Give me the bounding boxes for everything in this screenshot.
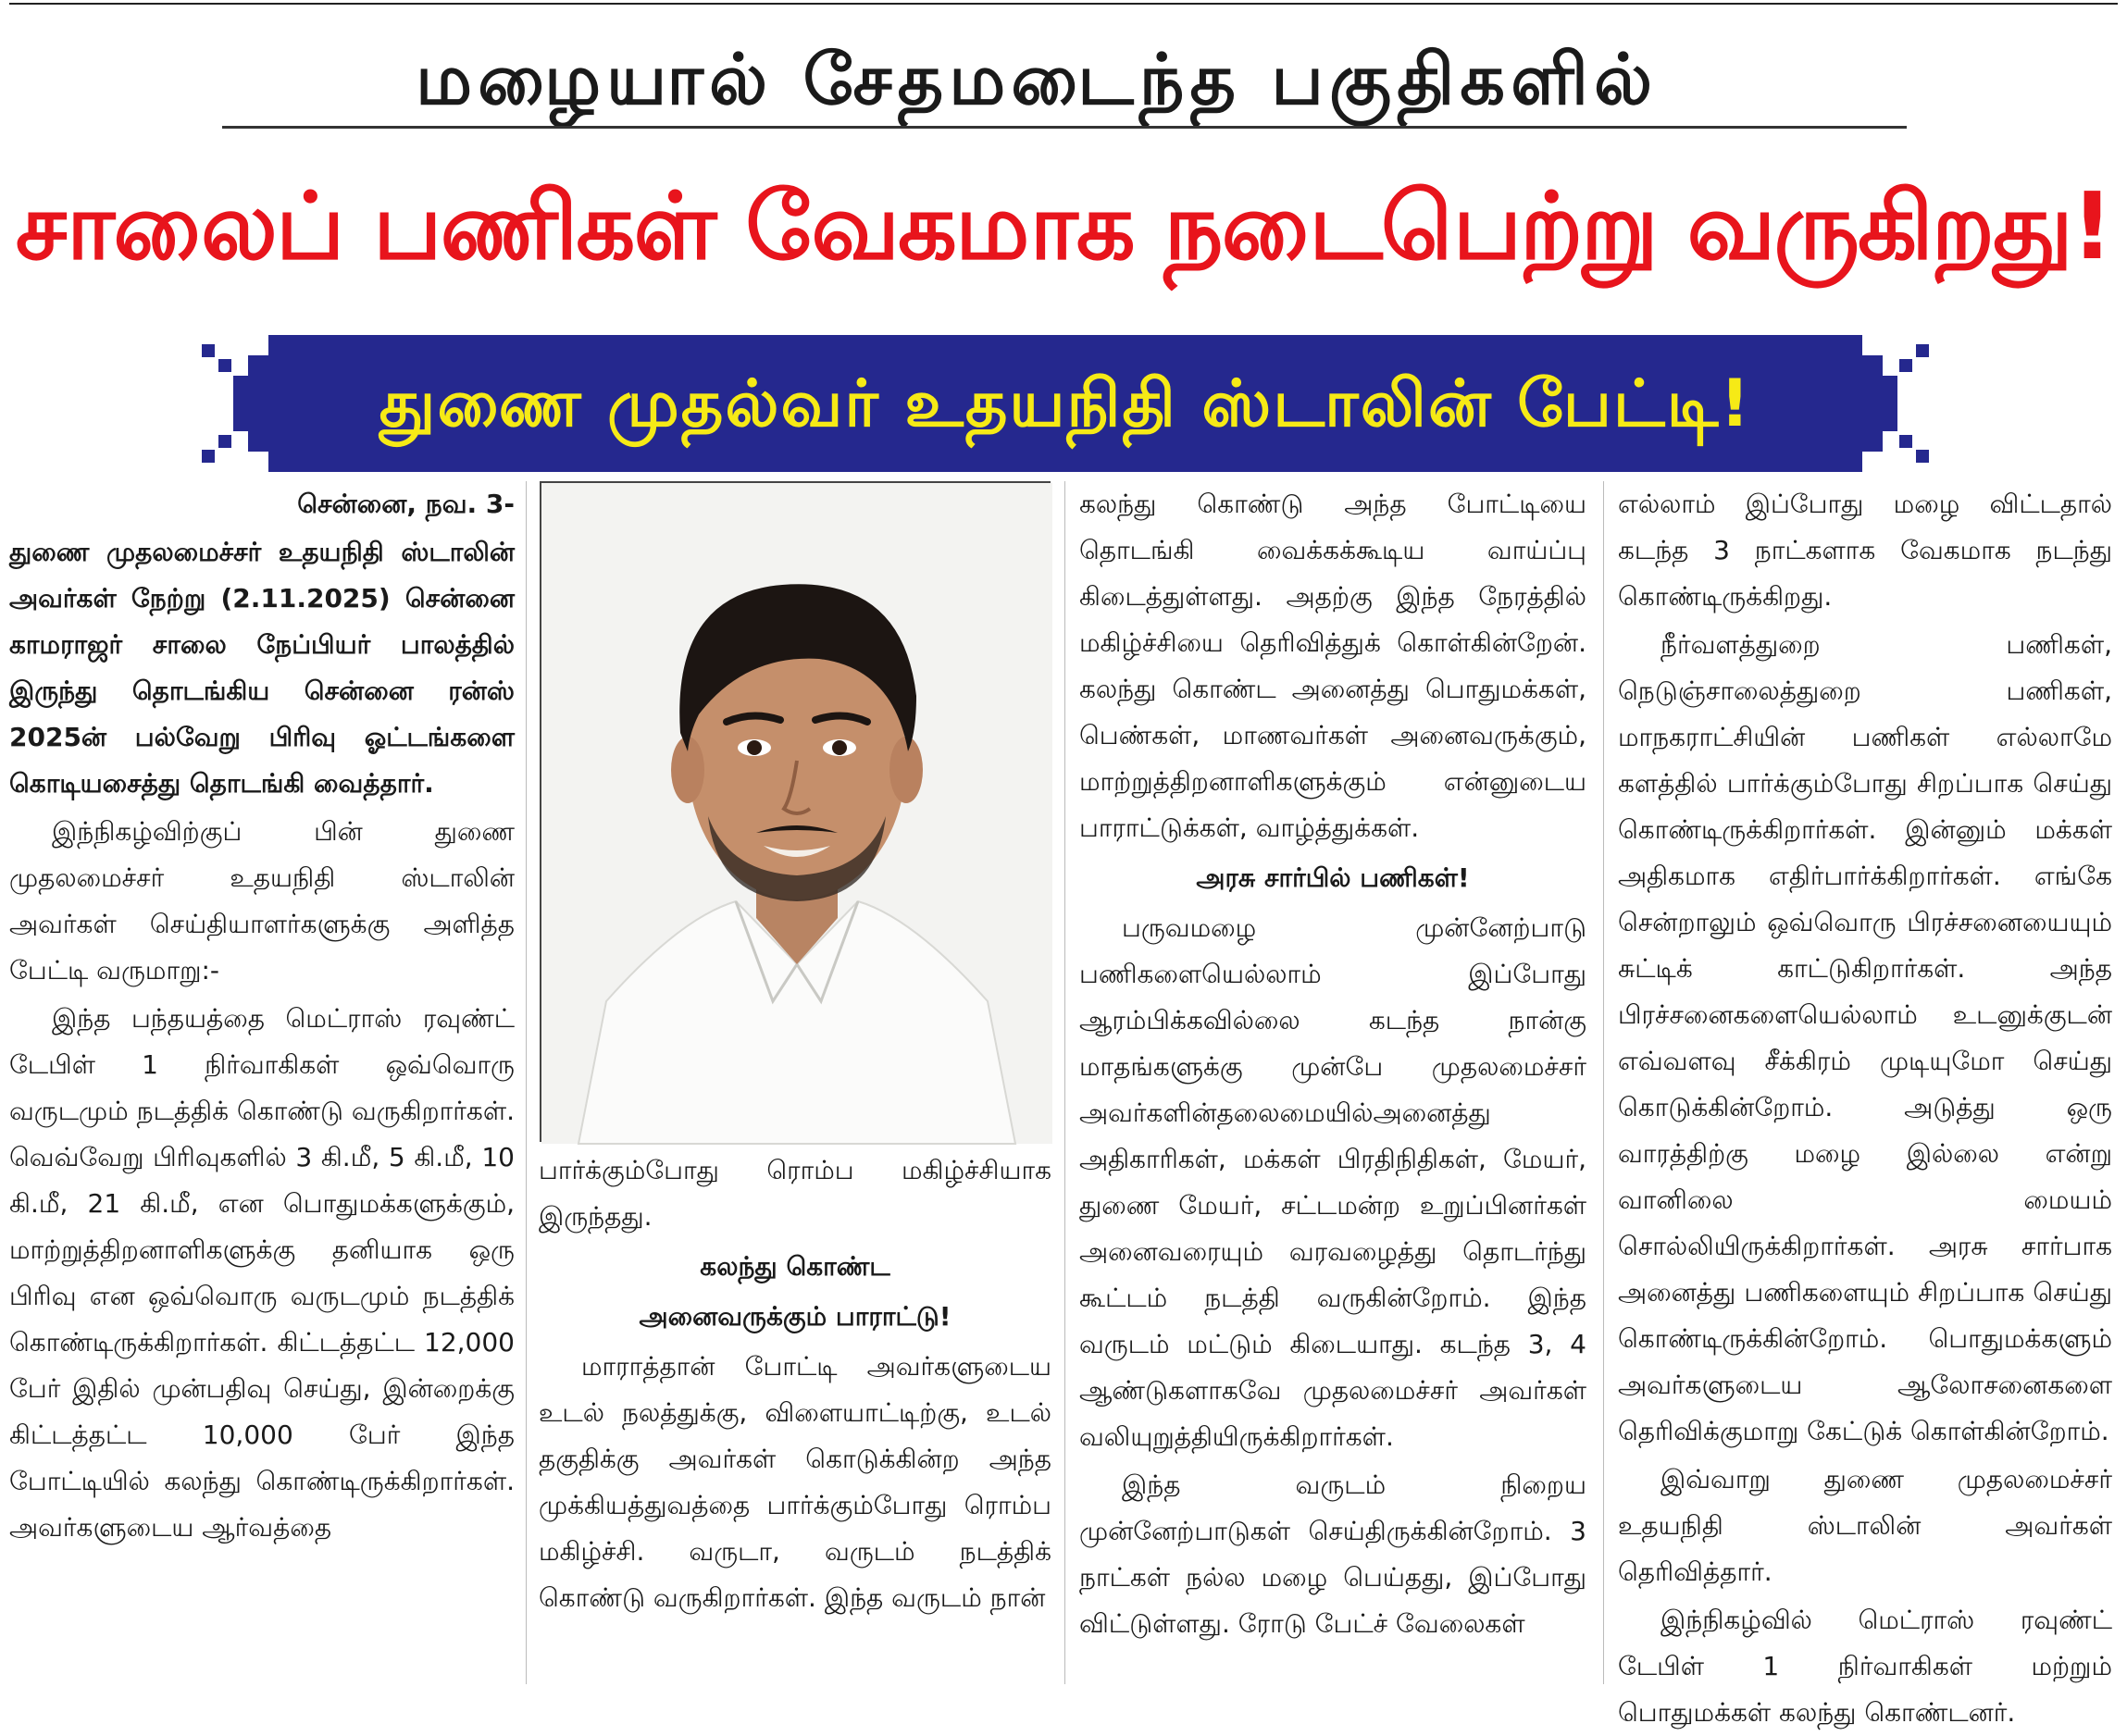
section-subheading: அரசு சார்பில் பணிகள்! [1196,862,1470,893]
article-column-3 [1079,481,1586,1684]
paragraph: இந்நிகழ்வில் மெட்ராஸ் ரவுண்ட் டேபிள் 1 நிர்வாகிகள் மற்றும் பொதுமக்கள் கலந்து கொண்டனர். [1618,1605,2112,1728]
portrait-photo [540,481,1051,1142]
kicker-rule [222,126,1907,129]
kicker-headline: மழையால் சேதமடைந்த பகுதிகளில் [415,38,1659,120]
article-column-1 [9,481,515,1684]
dateline: சென்னை, நவ. 3- [297,489,515,519]
paragraph: பார்க்கும்போது ரொம்ப மகிழ்ச்சியாக இருந்தது. [539,1155,1051,1232]
column-divider [1603,481,1604,1684]
main-headline: சாலைப் பணிகள் வேகமாக நடைபெற்று வருகிறது! [15,172,2112,280]
subheadline-banner [202,335,1929,472]
paragraph: பருவமழை முன்னேற்பாடு பணிகளையெல்லாம் இப்போது ஆரம்பிக்கவில்லை கடந்த நான்கு மாதங்களுக்கு முன்பே முதலமைச்சர் அவர்களின்தலைமையில்அனைத்து அதிகாரிகள், மக்கள் பிரதிநிதிகள், மேயர், துணை மேயர், சட்டமன்ற உறுப்பினர்கள் அனைவரையும் வரவழைத்து தொடர்ந்து கூட்டம் நடத்தி வருகின்றோம். இந்த வருடம் மட்டும் கிடையாது. கடந்த 3, 4 ஆண்டுகளாகவே முதலமைச்சர் அவர்கள் வலியுறுத்தியிருக்கிறார்கள். [1079,912,1586,1452]
column-divider [526,481,527,1684]
section-subheading: அனைவருக்கும் பாராட்டு! [639,1301,952,1332]
section-subheading: கலந்து கொண்ட [700,1251,890,1282]
paragraph: எல்லாம் இப்போது மழை விட்டதால் கடந்த 3 நாட்களாக வேகமாக நடந்து கொண்டிருக்கிறது. [1618,489,2112,612]
article-column-4 [1618,481,2112,1728]
column-divider [1064,481,1065,1684]
paragraph: மாராத்தான் போட்டி அவர்களுடைய உடல் நலத்துக்கு, விளையாட்டிற்கு, உடல் தகுதிக்கு அவர்கள் கொடுக்கின்ற அந்த முக்கியத்துவத்தை பார்க்கும்போது ரொம்ப மகிழ்ச்சி. வருடா, வருடம் நடத்திக் கொண்டு வருகிறார்கள். இந்த வருடம் நான் [539,1351,1051,1613]
paragraph: நீர்வளத்துறை பணிகள், நெடுஞ்சாலைத்துறை பணிகள், மாநகராட்சியின் பணிகள் எல்லாமே களத்தில் பார்க்கும்போது சிறப்பாக செய்து கொண்டிருக்கிறார்கள். இன்னும் மக்கள் அதிகமாக எதிர்பார்க்கிறார்கள். எங்கே சென்றாலும் ஒவ்வொரு பிரச்சனையையும் சுட்டிக் காட்டுகிறார்கள். அந்த பிரச்சனைகளையெல்லாம் உடனுக்குடன் எவ்வளவு சீக்கிரம் முடியுமோ செய்து கொடுக்கின்றோம். அடுத்து ஒரு வாரத்திற்கு மழை இல்லை என்று வானிலை மையம் சொல்லியிருக்கிறார்கள். அரசு சார்பாக அனைத்து பணிகளையும் சிறப்பாக செய்து கொண்டிருக்கின்றோம். பொதுமக்களும் அவர்களுடைய ஆலோசனைகளை தெரிவிக்குமாறு கேட்டுக் கொள்கின்றோம். [1618,629,2112,1446]
paragraph: இந்த பந்தயத்தை மெட்ராஸ் ரவுண்ட் டேபிள் 1 நிர்வாகிகள் ஒவ்வொரு வருடமும் நடத்திக் கொண்டு வருகிறார்கள். வெவ்வேறு பிரிவுகளில் 3 கி.மீ, 5 கி.மீ, 10 கி.மீ, 21 கி.மீ, என பொதுமக்களுக்கும், மாற்றுத்திறனாளிகளுக்கு தனியாக ஒரு பிரிவு என ஒவ்வொரு வருடமும் நடத்திக் கொண்டிருக்கிறார்கள். கிட்டத்தட்ட 12,000 பேர் இதில் முன்பதிவு செய்து, இன்றைக்கு கிட்டத்தட்ட 10,000 பேர் இந்த போட்டியில் கலந்து கொண்டிருக்கிறார்கள். அவர்களுடைய ஆர்வத்தை [9,1003,515,1543]
top-rule [9,3,2118,5]
lead-paragraph: துணை முதலமைச்சர் உதயநிதி ஸ்டாலின் அவர்கள் நேற்று (2.11.2025) சென்னை காமராஜர் சாலை நேப்பியர் பாலத்தில் இருந்து தொடங்கிய சென்னை ரன்ஸ் 2025ன் பல்வேறு பிரிவு ஓட்டங்களை கொடியசைத்து தொடங்கி வைத்தார். [9,537,515,799]
paragraph: இந்நிகழ்விற்குப் பின் துணை முதலமைச்சர் உதயநிதி ஸ்டாலின் அவர்கள் செய்தியாளர்களுக்கு அளித்த பேட்டி வருமாறு:- [9,816,515,986]
paragraph: இந்த வருடம் நிறைய முன்னேற்பாடுகள் செய்திருக்கின்றோம். 3 நாட்கள் நல்ல மழை பெய்தது, இப்போது விட்டுள்ளது. ரோடு பேட்ச் வேலைகள் [1079,1469,1586,1639]
article-column-2 [539,1147,1051,1684]
paragraph: கலந்து கொண்டு அந்த போட்டியை தொடங்கி வைக்கக்கூடிய வாய்ப்பு கிடைத்துள்ளது. அதற்கு இந்த நேரத்தில் மகிழ்ச்சியை தெரிவித்துக் கொள்கின்றேன். கலந்து கொண்ட அனைத்து பொதுமக்கள், பெண்கள், மாணவர்கள் அனைவருக்கும், மாற்றுத்திறனாளிகளுக்கும் என்னுடைய பாராட்டுக்கள், வாழ்த்துக்கள். [1079,489,1586,843]
paragraph: இவ்வாறு துணை முதலமைச்சர் உதயநிதி ஸ்டாலின் அவர்கள் தெரிவித்தார். [1618,1464,2112,1587]
banner-text: துணை முதல்வர் உதயநிதி ஸ்டாலின் பேட்டி! [379,366,1752,441]
